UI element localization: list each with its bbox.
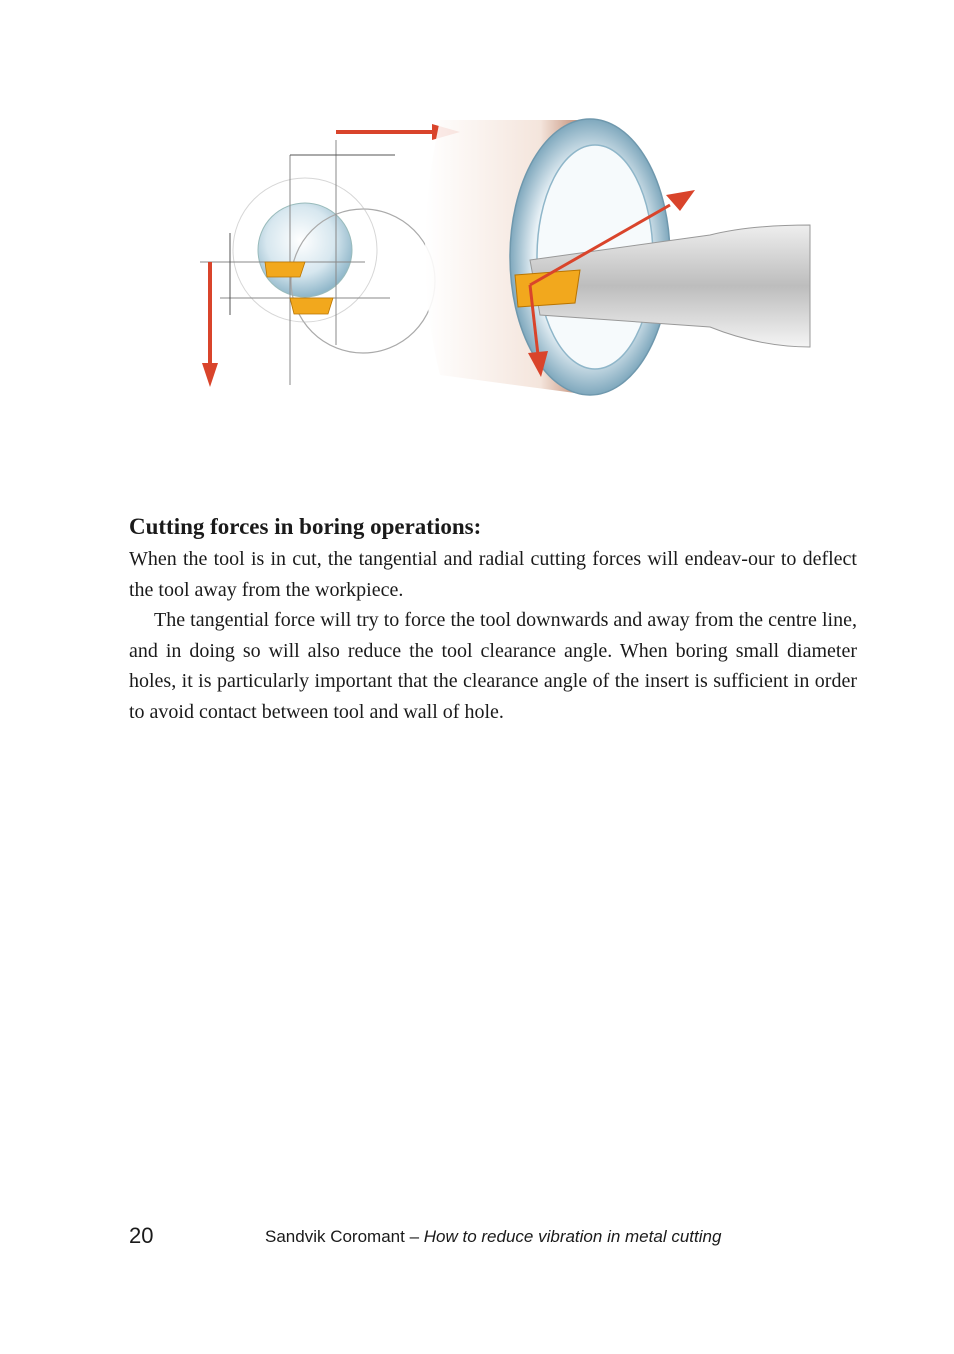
boring-forces-illustration [170, 85, 850, 430]
section-heading: Cutting forces in boring operations: [129, 514, 482, 539]
text-section [129, 512, 857, 727]
book-title: How to reduce vibration in metal cutting [423, 1227, 722, 1246]
boring-forces-diagram [170, 85, 850, 430]
paragraph: The tangential force will try to force the tool downwards and away from the centre line, and in doing so will also reduce the tool clearance angle. When boring small diameter holes, it is particularly important that the clearance angle of the insert is sufficient in order to avoid contact between tool and wall of hole. [129, 609, 857, 723]
page-footer [129, 1223, 829, 1251]
publisher-name: Sandvik Coromant – [265, 1227, 424, 1246]
page-number: 20 [129, 1223, 154, 1248]
paragraph: When the tool is in cut, the tangential and radial cutting forces will endeav-our to deflect the tool away from the workpiece. [129, 548, 857, 601]
running-title [265, 1227, 721, 1247]
deflection-circles [200, 140, 435, 385]
